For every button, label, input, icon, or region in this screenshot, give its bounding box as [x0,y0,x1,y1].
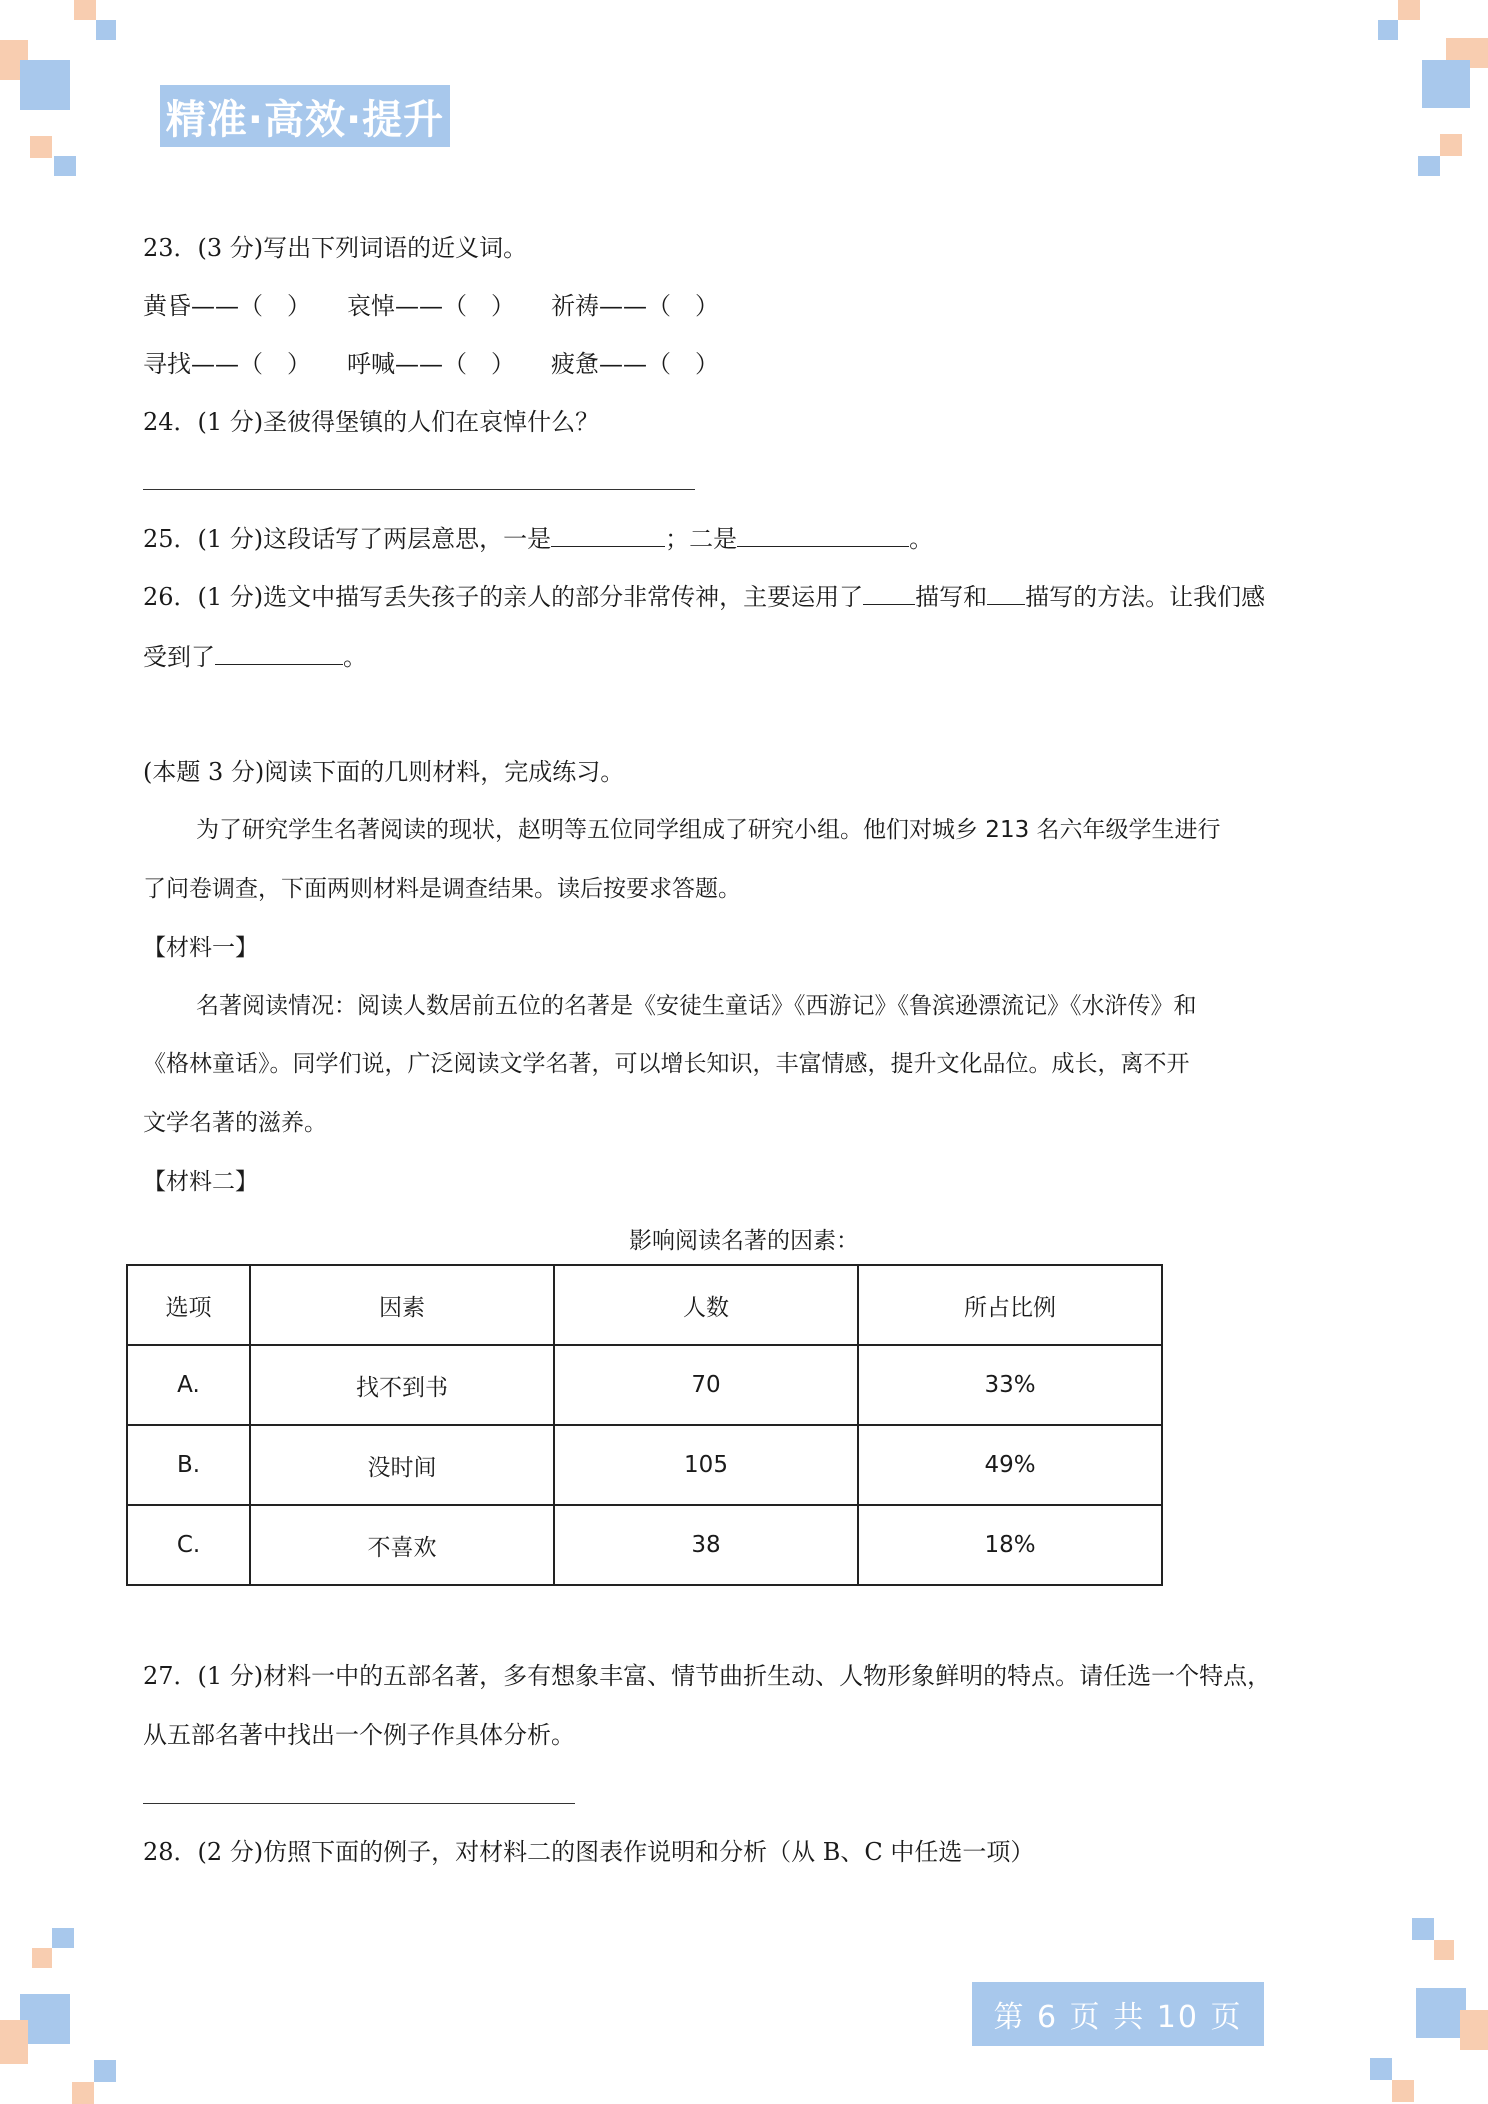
table-cell: 38 [554,1505,858,1585]
decor-square [1422,60,1470,108]
question-25-middle: ；二是 [665,525,738,553]
question-27-line2: 从五部名著中找出一个例子作具体分析。 [143,1721,575,1749]
decor-square [0,2020,28,2064]
paragraph-line: 文学名著的滋养。 [143,1110,327,1136]
answer-blank[interactable] [987,584,1025,605]
table-header-cell: 因素 [250,1265,554,1345]
decor-square [1460,2010,1488,2050]
table-cell: 找不到书 [250,1345,554,1425]
question-26-text: 。 [343,643,367,671]
paragraph-line: 名著阅读情况：阅读人数居前五位的名著是《安徒生童话》《西游记》《鲁滨逊漂流记》《水浒传》和 [196,993,1197,1019]
question-24-prompt: 24．(1 分)圣彼得堡镇的人们在哀悼什么？ [143,408,600,436]
answer-blank[interactable] [215,644,343,665]
decor-square [30,136,52,158]
question-25-prefix: 25．(1 分)这段话写了两层意思，一是 [143,525,552,553]
table-caption: 影响阅读名著的因素： [629,1228,859,1254]
answer-line[interactable] [143,489,695,490]
page-number-badge: 第 6 页 共 10 页 [972,1982,1264,2046]
question-26-text: 描写和 [915,583,988,611]
table-header-cell: 选项 [127,1265,250,1345]
decor-square [1416,1988,1466,2038]
decor-square [74,0,96,20]
paragraph-line: 为了研究学生名著阅读的现状，赵明等五位同学组成了研究小组。他们对城乡 213 名六年级学生进行 [196,817,1221,843]
decor-square [1378,20,1398,40]
question-26-line1 [143,577,1265,612]
question-27-line1: 27．(1 分)材料一中的五部名著，多有想象丰富、情节曲折生动、人物形象鲜明的特点。请任选一个特点， [143,1662,1272,1690]
section-intro: (本题 3 分)阅读下面的几则材料，完成练习。 [143,758,625,786]
decor-square [52,1928,74,1948]
decor-square [54,156,76,176]
decor-square [1412,1918,1434,1940]
question-28: 28．(2 分)仿照下面的例子，对材料二的图表作说明和分析（从 B、C 中任选一项） [143,1838,1035,1866]
table-cell: C. [127,1505,250,1585]
answer-blank[interactable] [863,584,915,605]
table-cell: 33% [858,1345,1162,1425]
paragraph-line: 了问卷调查，下面两则材料是调查结果。读后按要求答题。 [143,876,741,902]
question-26-text: 26．(1 分)选文中描写丢失孩子的亲人的部分非常传神，主要运用了 [143,583,864,611]
table-header-row [127,1265,1162,1345]
decor-square [20,60,70,110]
table-cell: B. [127,1425,250,1505]
table-cell: 105 [554,1425,858,1505]
question-23-row1: 黄昏——（ ） 哀悼——（ ） 祈祷——（ ） [143,292,719,320]
decor-square [1392,2080,1414,2102]
material-one-label: 【材料一】 [143,935,258,961]
table-row [127,1505,1162,1585]
table-cell: 没时间 [250,1425,554,1505]
answer-blank[interactable] [551,526,665,547]
question-26-line2 [143,637,367,672]
table-header-cell: 人数 [554,1265,858,1345]
table-cell: 不喜欢 [250,1505,554,1585]
table-header-cell: 所占比例 [858,1265,1162,1345]
decor-square [1418,156,1440,176]
decor-square [32,1948,52,1968]
decor-square [96,20,116,40]
header-badge: 精准·高效·提升 [160,85,450,147]
table-cell: 70 [554,1345,858,1425]
decor-square [72,2082,94,2104]
table-row [127,1425,1162,1505]
question-26-text: 受到了 [143,643,215,671]
answer-line[interactable] [143,1803,575,1804]
question-25-suffix: 。 [909,525,934,553]
answer-blank[interactable] [737,526,909,547]
question-23-row2: 寻找——（ ） 呼喊——（ ） 疲惫——（ ） [143,350,719,378]
table-cell: 18% [858,1505,1162,1585]
question-26-text: 描写的方法。让我们感 [1025,583,1266,611]
paragraph-line: 《格林童话》。同学们说，广泛阅读文学名著，可以增长知识，丰富情感，提升文化品位。成长，离不开 [143,1051,1190,1077]
decor-square [1398,0,1420,20]
table-row [127,1345,1162,1425]
table-cell: A. [127,1345,250,1425]
decor-square [1440,134,1462,156]
material-two-label: 【材料二】 [143,1169,258,1195]
question-23-prompt: 23．(3 分)写出下列词语的近义词。 [143,234,528,262]
decor-square [94,2060,116,2082]
table-cell: 49% [858,1425,1162,1505]
survey-table [126,1264,1163,1586]
question-25 [143,519,933,554]
decor-square [1370,2058,1392,2080]
decor-square [1434,1940,1454,1960]
